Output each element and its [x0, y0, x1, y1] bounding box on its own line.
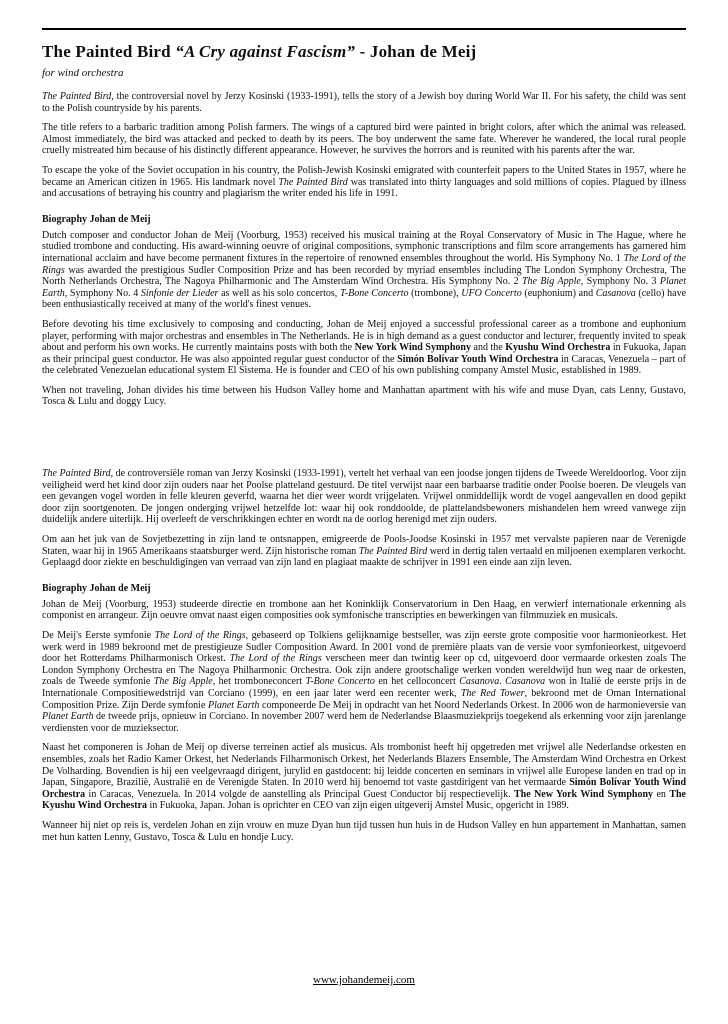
paragraph-nl-bio-2	[42, 630, 686, 734]
website-link[interactable]: www.johandemeij.com	[313, 974, 415, 986]
text-segment: componeerde De Meij in opdracht van het Noord Nederlands Orkest. In 2006 won de harmonieversie van	[259, 699, 686, 711]
paragraph-en-1	[42, 91, 686, 114]
text-segment: as well as his solo concertos,	[218, 287, 340, 299]
text-segment: in Fukuoka, Japan as their principal guest conductor. He was also appointed regular guest conductor of the	[42, 342, 687, 365]
text-segment: , Symphony No. 3	[580, 276, 660, 288]
text-segment: The title refers to a barbaric tradition among Polish farmers. The wings of a captured bird were painted in bright colors, after which the animal was released. Almost immediately, the bird was attacked and pecked to death by its peers. The boy underwent the same fate. Wherever he wandered, the local rural people cruelly mistreated him because of his distinctly different appearance. However, he survives the horrors and is reunited with his parents after the war.	[42, 122, 686, 157]
footer	[0, 974, 728, 986]
text-segment: Simón Bolívar Youth Wind Orchestra	[397, 353, 559, 365]
text-segment: The Lord of the Rings	[154, 630, 246, 641]
paragraph-en-bio-3	[42, 385, 686, 408]
text-segment: “A Cry against Fascism”	[175, 42, 356, 61]
text-segment: The Painted Bird	[358, 545, 428, 557]
text-segment: T-Bone Concerto	[305, 676, 375, 688]
text-segment: (trombone),	[408, 287, 462, 299]
dutch-section	[42, 468, 686, 843]
paragraph-en-2	[42, 122, 686, 157]
text-segment: (cello) have been enthusiastically received at many of the world's finest venues.	[42, 287, 687, 311]
text-segment: - Johan de Meij	[355, 42, 477, 61]
paragraph-en-bio-2	[42, 319, 686, 377]
paragraph-en-3	[42, 165, 686, 200]
text-segment: Om aan het juk van de Sovjetbezetting in zijn land te ontsnappen, emigreerde de Pools-Joodse Kosinski in 1957 met vervalste papieren naar de Verenigde Staten, waar hij in 1965 Amerikaans staatsburger werd. Zijn historische roman	[42, 534, 686, 557]
text-segment: Planet Earth	[42, 276, 687, 299]
biography-heading-nl: Biography Johan de Meij	[42, 582, 151, 594]
paragraph-nl-1	[42, 468, 686, 526]
text-segment: To escape the yoke of the Soviet occupation in his country, the Polish-Jewish Kosinski emigrated with counterfeit papers to the United States in 1957, where he became an American citizen in 1965. His landmark novel	[42, 164, 686, 188]
paragraph-en-bio-1	[42, 230, 686, 311]
text-segment: Sinfonie der Lieder	[140, 287, 219, 299]
text-segment: Before devoting his time exclusively to composing and conducting, Johan de Meij enjoyed a successful professional career as a trombone and euphonium player, performing with major orchestras and ensembles in The Netherlands. He is in high demand as a guest conductor and lecturer, frequently invited to speak about and perform his own works. He currently maintains posts with both the	[42, 318, 686, 354]
text-segment: The Painted Bird	[278, 176, 348, 188]
subtitle: for wind orchestra	[42, 67, 124, 79]
text-segment: Wanneer hij niet op reis is, verdelen Johan en zijn vrouw en muze Dyan hun tijd tussen hun huis in de Hudson Valley en hun appartement in Manhattan, samen met hun katten Lenny, Gustavo, Tosca & Lulu en hondje Lucy.	[42, 819, 686, 843]
text-segment: The Kyushu Wind Orchestra	[42, 788, 686, 812]
text-segment: werd in dertig talen vertaald en miljoenen exemplaren verkocht. Geplaagd door ziekte en beschuldigingen van verraad van zijn land en plagiaat maakte de schrijver in 1991 een einde aan zijn leven.	[42, 545, 686, 569]
text-segment: won in Italië de eerste prijs in de Internationale Compositiewedstrijd van Corciano (1999), en een jaar later werd een recenter werk,	[42, 676, 687, 699]
english-section	[42, 91, 686, 408]
paragraph-nl-bio-4	[42, 820, 686, 843]
text-segment: , het tromboneconcert	[212, 676, 306, 688]
text-segment: en het celloconcert	[374, 676, 460, 688]
text-segment: The Lord of the Rings	[42, 252, 686, 276]
text-segment: De Meij's Eerste symfonie	[42, 630, 155, 641]
text-segment: was translated into thirty languages and sold millions of copies. Plagued by illness and accusations of betraying his country and plagiarism the writer ended his life in 1991.	[42, 176, 686, 200]
text-segment: New York Wind Symphony	[354, 342, 471, 354]
text-segment: The Painted Bird	[42, 42, 176, 61]
text-segment: in Fukuoka, Japan. Johan is oprichter en CEO van zijn eigen uitgeverij Amstel Music, opgericht in 1989.	[147, 800, 569, 812]
text-segment: UFO Concerto	[461, 287, 522, 299]
text-segment: , Symphony No. 4	[64, 287, 141, 299]
text-segment: , gebaseerd op Tolkiens gelijknamige bestseller, was zijn eerste grote compositie voor harmonieorkest. Het werk werd in 1989 bekroond met de prestigieuze Sudler Composition Award. In 2001 vond de première plaats van de versie voor symfonieorkest, uitgevoerd door het Rotterdams Philharmonisch Orkest.	[42, 630, 686, 665]
text-segment: Planet Earth	[42, 711, 94, 723]
text-segment: was awarded the prestigious Sudler Composition Prize and has been recorded by myriad ensembles including The London Symphony Orchestra, The North Netherlands Orchestra, The Nagoya Philharmonic and The Amsterdam Wind Orchestra. His Symphony No. 2	[42, 264, 686, 288]
text-segment: The Painted Bird	[42, 468, 111, 480]
text-segment: in Caracas, Venezuela – part of the celebrated Venezuelan educational system El Sistema. He is founder and CEO of his own publishing company Amstel Music, established in 1989.	[42, 353, 686, 377]
paragraph-nl-2	[42, 534, 686, 569]
text-segment: When not traveling, Johan divides his time between his Hudson Valley home and Manhattan apartment with his wife and muse Dyan, cats Lenny, Gustavo, Tosca & Lulu and doggy Lucy.	[42, 384, 686, 408]
text-segment: , the controversial novel by Jerzy Kosinski (1933-1991), tells the story of a Jewish boy during World War II. For his safety, the child was sent to the Polish countryside by his parents.	[42, 91, 686, 114]
text-segment: Naast het componeren is Johan de Meij op diverse terreinen actief als musicus. Als trombonist heeft hij opgetreden met vrijwel alle Nederlandse orkesten en ensembles, zoals het Radio Kamer Orkest, het Nederlands Filharmonisch Orkest, het Nederlands Blazers Ensemble, The Amsterdam Wind Orchestra en Orkest De Volharding. Bovendien is hij een veelgevraagd dirigent, jurylid en gastdocent: hij leidde concerten en seminars in vrijwel alle Europese landen en trad op in Japan, Singapore, Brazilië, Australië en de Verenigde Staten. In 2010 werd hij benoemd tot vaste gastdirigent van het vermaarde	[42, 742, 686, 789]
top-rule	[42, 28, 686, 30]
biography-heading-en: Biography Johan de Meij	[42, 213, 151, 225]
text-segment: verscheen meer dan twintig keer op cd, uitgevoerd door vermaarde orkesten zoals The London Symphony Orchestra en The Nagoya Philharmonic Orchestra. Ook zijn andere grootschalige werken vonden wereldwijd hun weg naar de orkesten, zoals de Tweede symfonie	[42, 653, 686, 688]
text-segment: Casanova	[459, 676, 500, 688]
text-segment: T-Bone Concerto	[339, 287, 409, 299]
text-segment: in Caracas, Venezuela. In 2014 volgde de aanstelling als Principal Guest Conductor bij respectievelijk.	[85, 788, 514, 800]
text-segment: en	[653, 788, 670, 800]
text-segment: The Painted Bird	[42, 91, 112, 102]
text-segment: Simón Bolívar Youth Wind Orchestra	[42, 777, 687, 800]
text-segment: Casanova	[505, 676, 546, 688]
text-segment: (euphonium) and	[521, 287, 596, 299]
text-segment: .	[499, 676, 506, 688]
paragraph-nl-bio-1	[42, 599, 686, 622]
text-segment: de tweede prijs, opnieuw in Corciano. In november 2007 werd hem de Nederlandse Blaasmuziekprijs toegekend als erkenning voor zijn jarenlange verdiensten voor de muzieksector.	[42, 711, 686, 734]
text-segment: Johan de Meij (Voorburg, 1953) studeerde directie en trombone aan het Koninklijk Conservatorium in Den Haag, en verwierf internationale erkenning als componist en arrangeur. Zijn oeuvre omvat naast eigen composities ook symfonische transcripties en bewerkingen van filmmuziek en musicals.	[42, 598, 686, 622]
text-segment: Casanova	[595, 287, 636, 299]
text-segment: Dutch composer and conductor Johan de Meij (Voorburg, 1953) received his musical training at the Royal Conservatory of Music in The Hague, where he studied trombone and conducting. His award-winning oeuvre of original compositions, symphonic transcriptions and film score arrangements has garnered him international acclaim and have become permanent fixtures in the repertoire of renowned ensembles throughout the world. His Symphony No. 1	[42, 229, 686, 264]
text-segment: The Big Apple	[153, 676, 213, 688]
text-segment: The Lord of the Rings	[229, 653, 322, 665]
text-segment: The Red Tower	[460, 687, 525, 699]
text-segment: , bekroond met de Oman International Composition Prize. Zijn Derde symfonie	[42, 687, 686, 711]
page-title	[42, 42, 686, 62]
text-segment: , de controversiële roman van Jerzy Kosinski (1933-1991), vertelt het verhaal van een joodse jongen tijdens de Tweede Wereldoorlog. Voor zijn veiligheid werd het kind door zijn ouders naar het Poolse platteland gestuurd. De titel verwijst naar een barbaarse traditie onder Poolse boeren. De vleugels van een gevangen vogel worden in felle kleuren geverfd, waarna het dier weer wordt vrijgelaten. Vrijwel onmiddellijk wordt de vogel aangevallen en dood gepikt door zijn soortgenoten. De jongen onderging vrijwel hetzelfde lot: waar hij ook ronddoolde, de plattelandsbewoners mishandelen hem wreed vanwege zijn duidelijk andere uiterlijk. Hij overleeft de verschrikkingen echter en wordt na de oorlog herenigd met zijn ouders.	[42, 468, 686, 526]
text-segment: and the	[470, 342, 506, 354]
text-segment: The Big Apple	[521, 276, 581, 288]
text-segment: Kyushu Wind Orchestra	[505, 342, 611, 354]
paragraph-nl-bio-3	[42, 742, 686, 812]
text-segment: Planet Earth	[207, 699, 260, 711]
text-segment: The New York Wind Symphony	[514, 788, 654, 800]
